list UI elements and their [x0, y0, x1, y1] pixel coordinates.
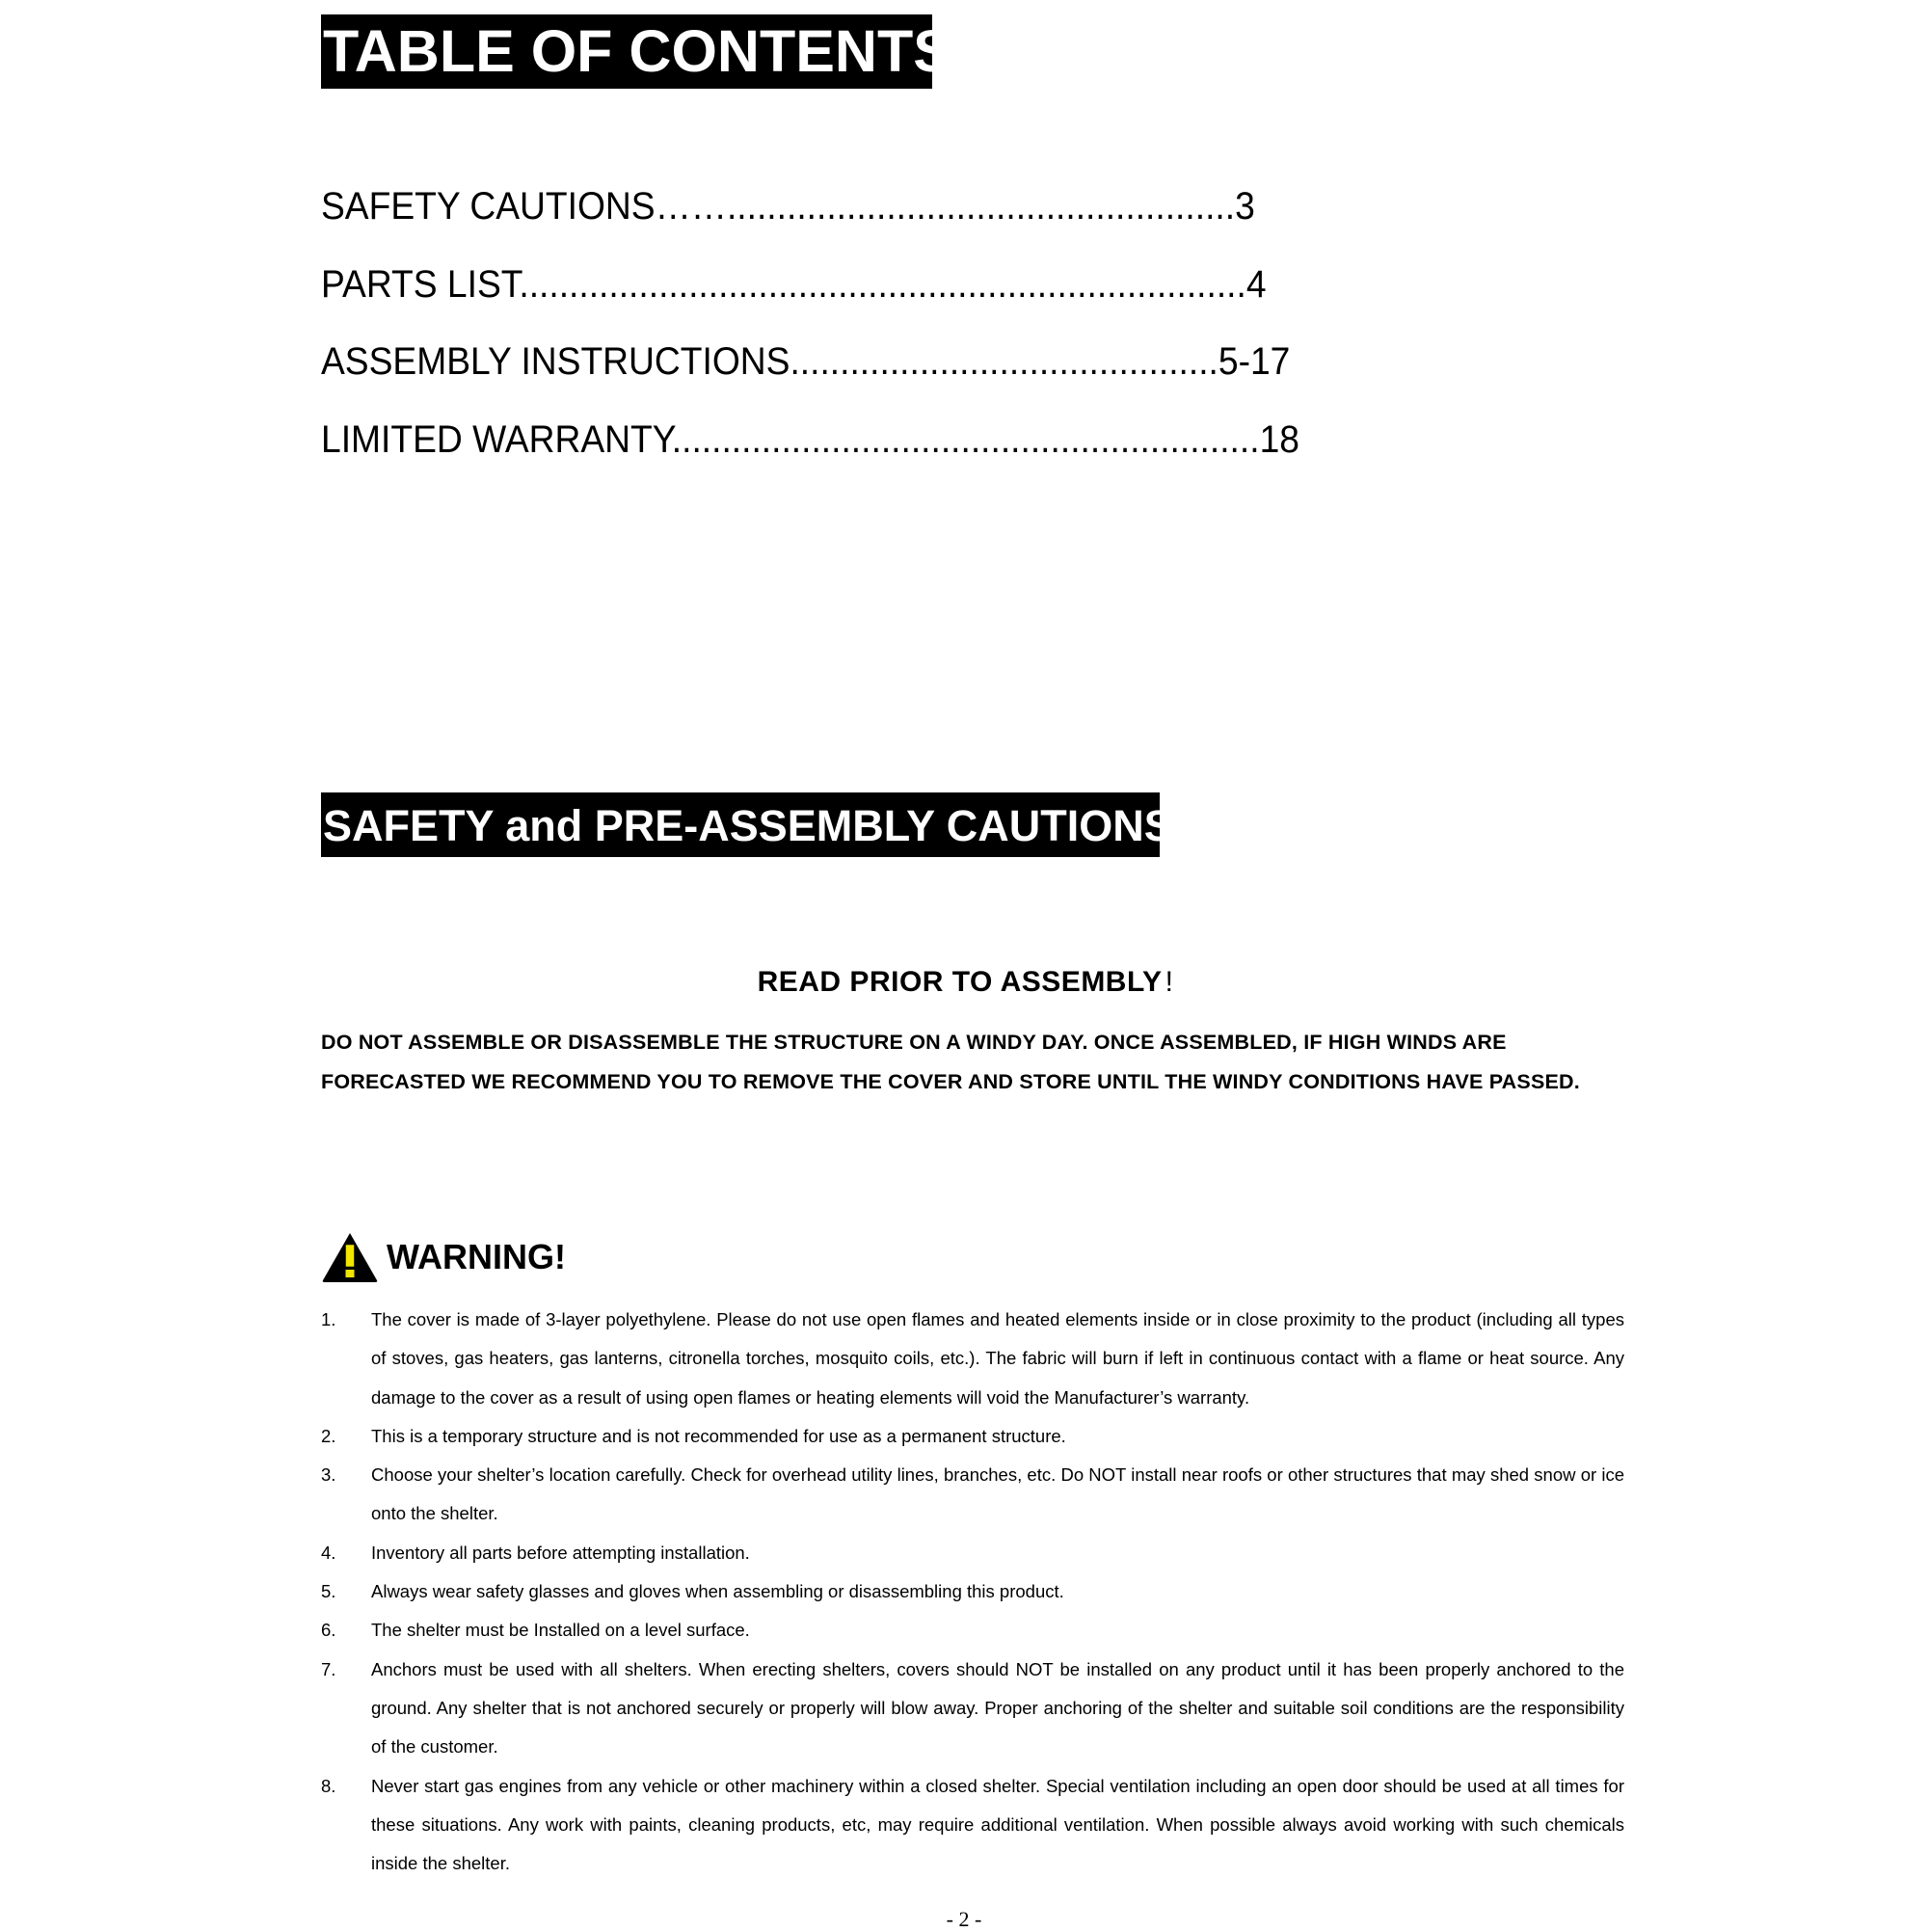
- list-item-text: The cover is made of 3-layer polyethylene. Please do not use open flames and heated elements inside or in close proximity to the product (including all types of stoves, gas heaters, gas lanterns, citronella torches, mosquito coils, etc.). The fabric will burn if left in continuous contact with a flame or heat source. Any damage to the cover as a result of using open flames or heating elements will void the Manufacturer’s warranty.: [371, 1309, 1624, 1408]
- toc-entry-title: SAFETY CAUTIONS: [321, 185, 656, 228]
- list-item: [321, 1611, 1624, 1650]
- list-item-text: Never start gas engines from any vehicle or other machinery within a closed shelter. Special ventilation including an open door should be used at all times for these situations. Any work with paints, cleaning products, etc, may require additional ventilation. When possible always avoid working with such chemicals inside the shelter.: [371, 1775, 1624, 1874]
- toc-entry-leader: ...........................................: [790, 340, 1218, 383]
- page-number: - 2 -: [946, 1907, 982, 1931]
- list-item: [321, 1456, 1624, 1534]
- list-item-number: 3.: [321, 1464, 336, 1486]
- list-item: [321, 1301, 1624, 1417]
- toc-entry-page: 18: [1259, 418, 1299, 461]
- list-item-number: 1.: [321, 1309, 336, 1329]
- warning-label: WARNING!: [387, 1237, 566, 1276]
- list-item-text: This is a temporary structure and is not recommended for use as a permanent structure.: [371, 1425, 1066, 1446]
- wind-caution-line: FORECASTED WE RECOMMEND YOU TO REMOVE THE COVER AND STORE UNTIL THE WINDY CONDITIONS HAVE PASSED.: [321, 1070, 1580, 1093]
- wind-caution-line: DO NOT ASSEMBLE OR DISASSEMBLE THE STRUCTURE ON A WINDY DAY. ONCE ASSEMBLED, IF HIGH WINDS ARE: [321, 1031, 1507, 1054]
- list-item-number: 7.: [321, 1658, 336, 1679]
- toc-entry-leader: ...........................................................: [671, 418, 1260, 461]
- toc-entry-leader: ……...................................................: [655, 185, 1236, 228]
- list-item-number: 8.: [321, 1775, 336, 1796]
- list-item-text: Always wear safety glasses and gloves when assembling or disassembling this product.: [371, 1581, 1064, 1602]
- toc-entry-page: 4: [1245, 263, 1267, 306]
- safety-heading: SAFETY and PRE-ASSEMBLY CAUTIONS: [321, 792, 1160, 857]
- toc-entry-leader: .........................................................................: [519, 263, 1246, 306]
- toc-entry[interactable]: [321, 418, 1299, 462]
- toc-heading: TABLE OF CONTENTS: [321, 14, 932, 89]
- list-item-text: Anchors must be used with all shelters. When erecting shelters, covers should NOT be installed on any product until it has been properly anchored to the ground. Any shelter that is not anchored securely or properly will blow away. Proper anchoring of the shelter and suitable soil conditions are the responsibility of the customer.: [371, 1658, 1624, 1758]
- toc-entry-title: PARTS LIST: [321, 263, 520, 306]
- list-item-number: 6.: [321, 1620, 336, 1641]
- read-prior-heading: [0, 966, 1928, 999]
- caution-list: [321, 1301, 1624, 1883]
- list-item: [321, 1417, 1624, 1456]
- list-item: [321, 1572, 1624, 1611]
- list-item-number: 2.: [321, 1425, 336, 1446]
- toc-entry[interactable]: [321, 340, 1290, 384]
- toc-entry-title: LIMITED WARRANTY: [321, 418, 672, 461]
- toc-entry-page: 5-17: [1218, 340, 1291, 383]
- read-prior-exclamation: !: [1165, 966, 1174, 998]
- list-item: [321, 1534, 1624, 1572]
- toc-entry-title: ASSEMBLY INSTRUCTIONS: [321, 340, 790, 383]
- read-prior-text: READ PRIOR TO ASSEMBLY: [757, 966, 1163, 998]
- list-item-text: Choose your shelter’s location carefully. Check for overhead utility lines, branches, etc. Do NOT install near roofs or other structures that may shed snow or ice onto the shelter.: [371, 1464, 1624, 1524]
- warning-header: [321, 1228, 566, 1286]
- toc-entry[interactable]: [321, 263, 1267, 307]
- list-item: [321, 1650, 1624, 1767]
- toc-entry[interactable]: [321, 185, 1255, 228]
- list-item-text: Inventory all parts before attempting installation.: [371, 1542, 750, 1563]
- list-item-text: The shelter must be Installed on a level surface.: [371, 1620, 750, 1641]
- warning-triangle-icon: [321, 1231, 379, 1283]
- list-item-number: 4.: [321, 1542, 336, 1563]
- list-item-number: 5.: [321, 1581, 336, 1602]
- toc-entry-page: 3: [1235, 185, 1255, 228]
- list-item: [321, 1767, 1624, 1884]
